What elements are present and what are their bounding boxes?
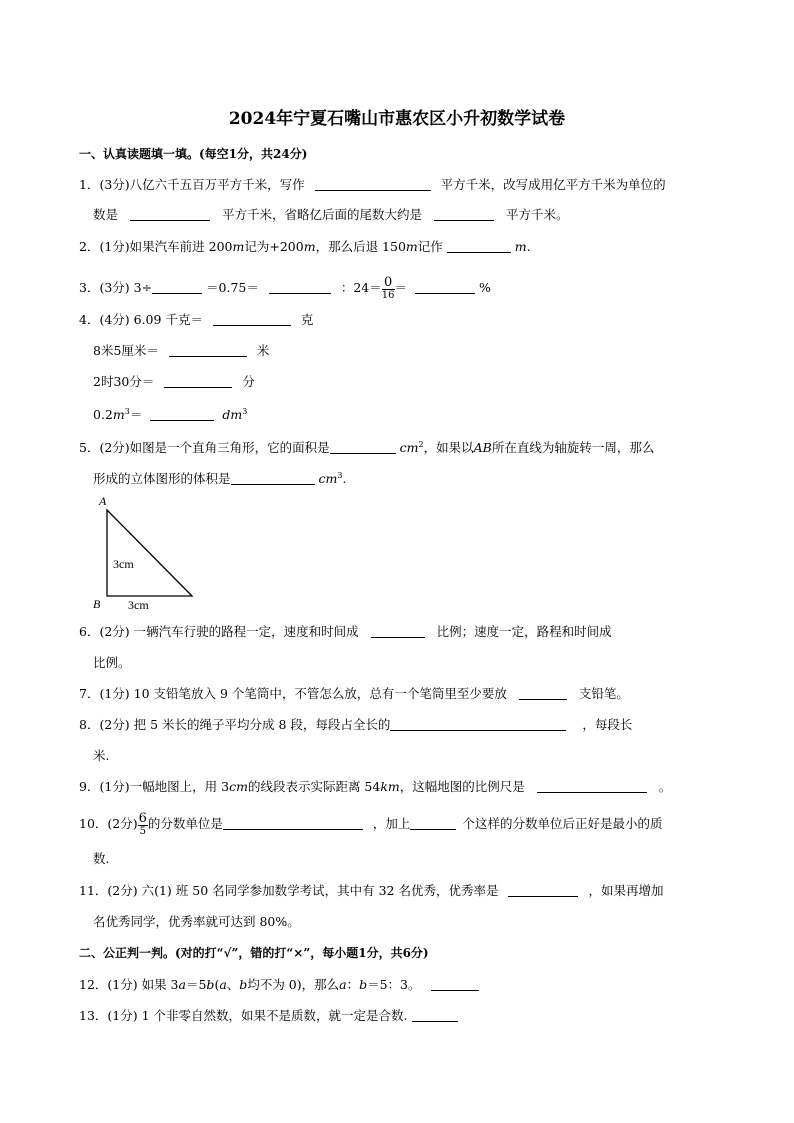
vertex-label-b: B [93, 597, 101, 611]
q8-text: 8．(2分) 把 5 米长的绳子平均分成 8 段，每段占全长的 [79, 717, 391, 732]
question-11-line-1 [79, 883, 663, 899]
q4-text: 米 [256, 343, 270, 358]
answer-blank[interactable] [410, 817, 456, 830]
answer-blank[interactable] [390, 718, 566, 731]
variable: a [339, 977, 347, 992]
answer-blank[interactable] [315, 178, 431, 191]
variable: a [178, 977, 186, 992]
unit: m [112, 407, 125, 423]
variable: b [206, 977, 215, 992]
question-8-line-1 [79, 717, 632, 733]
question-4-line-1 [79, 312, 313, 328]
answer-blank[interactable] [431, 978, 479, 991]
q12-text: ( [214, 977, 220, 992]
answer-blank[interactable] [508, 884, 578, 897]
q1-text: 数是 [93, 207, 119, 222]
unit: dm [222, 407, 243, 423]
q1-text: 平方千米，改写成用亿平方千米为单位的 [440, 177, 666, 192]
q12-text: 均不为 0)，那么 [247, 977, 340, 992]
exponent: 3 [124, 407, 130, 416]
q3-text: 3．(3分) 3÷ [79, 280, 153, 295]
q3-text: ＝ [394, 280, 408, 295]
fraction-numerator: 6 [138, 811, 147, 826]
variable: b [239, 977, 248, 992]
exponent: 3 [242, 407, 248, 416]
q6-text: 6．(2分) 一辆汽车行驶的路程一定，速度和时间成 [79, 624, 359, 639]
q2-text: 2．(1分)如果汽车前进 200 [79, 239, 233, 254]
fraction-denominator: 5 [139, 826, 146, 837]
variable: b [359, 977, 368, 992]
question-9 [79, 779, 671, 795]
q4-text: 分 [242, 374, 255, 389]
page-title: 2024年宁夏石嘴山市惠农区小升初数学试卷 [228, 109, 566, 129]
answer-blank[interactable] [434, 208, 494, 221]
q10-text: ，加上 [372, 816, 411, 831]
q9-text: ，这幅地图的比例尺是 [399, 779, 525, 794]
unit-m: m [232, 239, 245, 254]
fraction [138, 812, 148, 837]
q12-text: ＝5 [185, 977, 207, 992]
answer-blank[interactable] [415, 281, 475, 294]
unit: cm [399, 440, 419, 456]
question-4-line-2 [93, 343, 269, 359]
exponent: 2 [418, 440, 424, 449]
answer-blank[interactable] [412, 1009, 458, 1022]
q8-text: ，每段长 [582, 717, 633, 732]
q12-text: 、 [226, 977, 240, 992]
side-length-label: 3cm [113, 557, 134, 571]
q1-text: 平方千米，省略亿后面的尾数大约是 [221, 207, 422, 222]
answer-blank[interactable] [150, 408, 214, 421]
question-6-line-1 [79, 624, 612, 640]
question-1-line-1 [79, 177, 666, 193]
q2-text: 记为+200 [244, 239, 304, 254]
question-5-line-1 [79, 437, 654, 456]
q2-text: 记作 [417, 239, 443, 254]
q7-text: 7．(1分) 10 支铅笔放入 9 个笔筒中，不管怎么放，总有一个笔筒里至少要放 [79, 686, 507, 701]
section-heading-1: 一、认真读题填一填。(每空1分，共24分) [79, 147, 308, 161]
q9-text: 。 [658, 779, 672, 794]
answer-blank[interactable] [371, 625, 425, 638]
q7-text: 支铅笔。 [578, 686, 629, 701]
q3-text: ：24＝ [340, 280, 382, 295]
q1-text: 1．(3分)八亿六千五百万平方千米，写作 [79, 177, 305, 192]
segment-ab: AB [473, 440, 492, 456]
answer-blank[interactable] [537, 780, 647, 793]
q3-text: % [479, 280, 491, 295]
q10-text: 的分数单位是 [147, 816, 223, 831]
q10-text: 10．(2分) [79, 816, 138, 831]
q1-text: 平方千米。 [505, 207, 569, 222]
q5-text: 5．(2分)如图是一个直角三角形，它的面积是 [79, 440, 330, 456]
question-1-line-2 [93, 207, 568, 223]
question-10-line-1 [79, 812, 662, 837]
unit-m: m [303, 239, 316, 254]
q11-text: ，如果再增加 [588, 883, 664, 898]
answer-blank[interactable] [330, 441, 396, 454]
q4-text: 4．(4分) 6.09 千克＝ [79, 312, 203, 327]
q4-text: 2时30分＝ [93, 374, 155, 389]
question-12 [79, 977, 479, 993]
q9-text: 9．(1分)一幅地图上，用 3 [79, 779, 230, 794]
q13-text: 13．(1分) 1 个非零自然数，如果不是质数，就一定是合数. [79, 1008, 408, 1023]
variable: a [219, 977, 227, 992]
answer-blank[interactable] [152, 281, 202, 294]
unit-m: m [405, 239, 418, 254]
unit-m: m. [514, 239, 531, 254]
q6-text: 比例；速度一定，路程和时间成 [436, 624, 612, 639]
base-length-label: 3cm [128, 598, 149, 612]
question-11-line-2: 名优秀同学，优秀率就可达到 80%。 [93, 914, 300, 929]
q3-text: ＝0.75＝ [206, 280, 259, 295]
question-4-line-3 [93, 374, 255, 390]
vertex-label-a: A [99, 494, 107, 508]
right-triangle-figure [88, 490, 208, 615]
unit: km [380, 779, 400, 794]
q10-text: 个这样的分数单位后正好是最小的质 [462, 816, 663, 831]
q12-text: 12．(1分) 如果 3 [79, 977, 179, 992]
question-4-line-4 [93, 404, 247, 423]
unit: cm [318, 471, 338, 487]
question-3 [79, 276, 491, 301]
answer-blank[interactable] [169, 344, 247, 357]
answer-blank[interactable] [447, 240, 511, 253]
answer-blank[interactable] [231, 472, 315, 485]
question-13 [79, 1008, 458, 1024]
q11-text: 11．(2分) 六(1) 班 50 名同学参加数学考试，其中有 32 名优秀，优秀率是 [79, 883, 499, 898]
answer-blank[interactable] [164, 375, 232, 388]
fraction-numerator: 0 [382, 276, 395, 290]
answer-blank[interactable] [213, 313, 291, 326]
question-8-line-2: 米. [93, 748, 110, 763]
unit: cm [229, 779, 248, 794]
exponent: 3 [337, 471, 343, 480]
q12-text: ： [346, 977, 360, 992]
fraction [382, 276, 395, 301]
q4-text: 0.2 [93, 407, 113, 423]
fraction-denominator: 16 [381, 290, 395, 301]
q5-text: ，如果以 [423, 440, 474, 456]
section-heading-2: 二、公正判一判。(对的打“√”，错的打“×”，每小题1分，共6分) [79, 946, 429, 960]
q5-text: 形成的立体图形的体积是 [93, 471, 231, 487]
question-5-line-2 [93, 468, 346, 487]
q5-text: 所在直线为轴旋转一周，那么 [491, 440, 655, 456]
answer-blank[interactable] [223, 817, 363, 830]
q12-text: ＝5：3。 [367, 977, 421, 992]
question-6-line-2: 比例。 [93, 655, 131, 670]
question-7 [79, 686, 629, 702]
question-10-line-2: 数. [93, 851, 110, 866]
q2-text: ，那么后退 150 [315, 239, 406, 254]
q4-text: 克 [300, 312, 314, 327]
q9-text: 的线段表示实际距离 54 [247, 779, 381, 794]
question-2 [79, 239, 531, 255]
triangle-shape [107, 510, 192, 596]
answer-blank[interactable] [269, 281, 331, 294]
q5-text: . [342, 471, 347, 487]
q4-text: 8米5厘米＝ [93, 343, 159, 358]
q4-text: ＝ [129, 407, 143, 423]
answer-blank[interactable] [130, 208, 210, 221]
answer-blank[interactable] [519, 687, 567, 700]
